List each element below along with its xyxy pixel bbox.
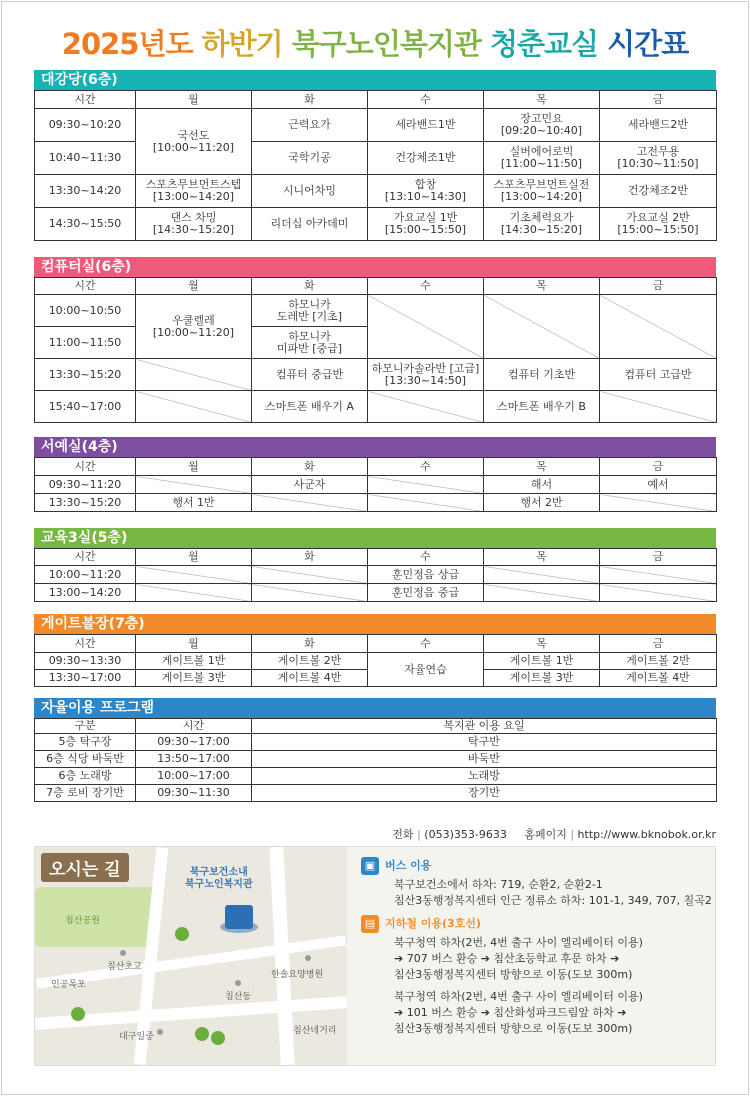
col-fri: 금 [600,635,717,653]
phone-label: 전화 [392,828,414,841]
class-cell [484,109,600,142]
table-header-row [35,549,717,566]
table-row [35,359,717,391]
table-header-row [35,458,717,476]
bus-icon: ▣ [361,857,379,875]
class-name: 기초체력요가 [509,211,574,224]
class-cell: 게이트볼 2반 [600,653,717,670]
dong-label: 침산동 [225,992,252,1002]
location-dot [305,955,311,961]
empty-cell [600,295,717,359]
class-cell: 훈민정음 상급 [368,566,484,584]
col-thu: 목 [484,91,600,109]
class-time: [09:20~10:40] [500,124,583,137]
table-header-row [35,719,717,734]
class-cell [136,175,252,208]
table-row [35,751,717,768]
class-cell: 세라밴드2반 [600,109,717,142]
col-time: 시간 [35,278,136,295]
time-cell: 10:00~11:20 [35,566,136,584]
class-name: 하모니카솔라반 [고급] [371,361,480,375]
time-cell: 11:00~11:50 [35,327,136,359]
class-level: 도레반 [기초] [276,309,343,323]
bus-line: 침산3동행정복지센터 인근 정류소 하차: 101-1, 349, 707, 칠곡2 [394,894,712,907]
col-wed: 수 [368,635,484,653]
col-wed: 수 [368,91,484,109]
col-wed: 수 [368,458,484,476]
separator: | [570,828,575,841]
class-cell: 리더십 아카데미 [252,208,368,241]
table-row [35,295,717,327]
bus-label: 버스 이용 [385,859,432,872]
empty-cell [252,494,368,512]
subway-icon: ▤ [361,915,379,933]
time-cell: 09:30~13:30 [35,653,136,670]
table-row [35,391,717,423]
class-time: [14:30~15:20] [152,223,235,236]
section-title: 자율이용 프로그램 [34,698,716,718]
category-cell: 5층 탁구장 [35,734,136,751]
category-cell: 6층 식당 바둑반 [35,751,136,768]
col-tue: 화 [252,549,368,566]
location-dot [235,980,241,986]
class-cell: 게이트볼 1반 [136,653,252,670]
class-name: 장고민요 [520,112,563,125]
class-time: [13:10~14:30] [384,190,467,203]
location-map [35,847,347,1065]
table-row [35,208,717,241]
facility-label [185,867,253,891]
subway-line: ➔ 707 버스 환승 ➔ 침산초등학교 후문 하차 ➔ [394,952,620,965]
park-label: 침산공원 [65,916,100,926]
col-time: 시간 [35,635,136,653]
homepage-link[interactable]: http://www.bknobok.or.kr [577,828,716,841]
phone-number[interactable]: (053)353-9633 [424,828,507,841]
class-cell [368,175,484,208]
section-gateball-court [34,614,716,687]
class-cell [484,142,600,175]
schedule-table [34,634,717,687]
class-cell: 게이트볼 2반 [252,653,368,670]
table-row [35,175,717,208]
class-name: 가요교실 2반 [626,211,690,224]
empty-cell [136,391,252,423]
col-wed: 수 [368,278,484,295]
col-wed: 수 [368,549,484,566]
col-time: 시간 [35,458,136,476]
schedule-table [34,90,717,241]
subway-line: ➔ 101 버스 환승 ➔ 침산화성파크드림앞 하차 ➔ [394,1006,627,1019]
table-header-row [35,635,717,653]
section-title: 대강당(6층) [34,70,716,90]
empty-cell [600,494,717,512]
facility-line1: 북구보건소내 [189,867,248,878]
section-title: 컴퓨터실(6층) [34,257,716,277]
empty-cell [368,391,484,423]
free-use-table [34,718,717,802]
class-name: 스포츠무브먼트스텝 [145,178,242,191]
class-name: 실버에어로빅 [509,145,574,158]
section-calligraphy-room [34,437,716,512]
time-cell: 15:40~17:00 [35,391,136,423]
empty-cell [252,566,368,584]
empty-cell [600,566,717,584]
title-schedule: 시간표 [607,27,689,61]
section-title: 게이트볼장(7층) [34,614,716,634]
class-cell: 국학기공 [252,142,368,175]
empty-cell [252,584,368,602]
tree-icon [211,1031,225,1045]
class-cell: 사군자 [252,476,368,494]
empty-cell [600,391,717,423]
class-name: 가요교실 1반 [393,211,458,224]
empty-cell [136,476,252,494]
category-cell: 6층 노래방 [35,768,136,785]
class-cell [368,359,484,391]
program-cell: 장기반 [252,785,717,802]
class-cell: 세라밴드1반 [368,109,484,142]
section-title: 서예실(4층) [34,437,716,457]
time-cell: 10:00~10:50 [35,295,136,327]
col-time: 시간 [35,549,136,566]
col-time: 시간 [136,719,252,734]
table-row [35,653,717,670]
table-header-row [35,91,717,109]
facility-building-icon [225,905,253,929]
subway-label: 지하철 이용(3호선) [385,917,481,930]
class-cell: 예서 [600,476,717,494]
empty-cell [136,359,252,391]
empty-cell [368,494,484,512]
time-cell: 13:30~15:20 [35,494,136,512]
empty-cell [484,295,600,359]
class-cell: 게이트볼 4반 [252,670,368,687]
class-cell: 게이트볼 4반 [600,670,717,687]
location-dot [120,950,126,956]
class-time: [13:00~14:20] [500,190,583,203]
road [269,847,294,1065]
class-cell: 행서 2반 [484,494,600,512]
class-level: 미파반 [중급] [276,341,343,355]
class-time: [15:00~15:50] [617,223,699,236]
col-mon: 월 [136,635,252,653]
class-cell: 게이트볼 3반 [484,670,600,687]
class-time: [11:00~11:50] [500,157,583,170]
col-mon: 월 [136,91,252,109]
col-mon: 월 [136,458,252,476]
time-cell: 13:00~14:20 [35,584,136,602]
class-name: 스포츠무브먼트실전 [493,178,590,191]
tree-icon [195,1027,209,1041]
time-cell: 10:00~17:00 [136,768,252,785]
col-days: 복지관 이용 요일 [252,719,717,734]
class-cell [484,208,600,241]
separator: | [417,828,421,841]
class-cell: 스마트폰 배우기 A [252,391,368,423]
time-cell: 09:30~17:00 [136,734,252,751]
time-cell: 13:30~15:20 [35,359,136,391]
subway-heading [361,915,711,933]
class-cell: 시니어차밍 [252,175,368,208]
time-cell: 13:30~14:20 [35,175,136,208]
col-fri: 금 [600,458,717,476]
class-name: 국선도 [177,128,210,142]
class-cell: 스마트폰 배우기 B [484,391,600,423]
time-cell: 10:40~11:30 [35,142,136,175]
class-cell: 건강체조2반 [600,175,717,208]
class-time: [13:30~14:50] [384,373,467,387]
subway-line: 침산3동행정복지센터 방향으로 이동(도보 300m) [394,1022,633,1035]
table-row [35,785,717,802]
class-cell: 해서 [484,476,600,494]
facility-line2: 북구노인복지관 [185,879,253,890]
class-cell [252,295,368,327]
col-fri: 금 [600,278,717,295]
waterfall-label: 인공폭포 [51,980,86,990]
class-name: 하모니카 [288,297,331,311]
class-time: [10:00~11:20] [152,325,235,339]
title-class: 청춘교실 [490,27,599,61]
time-cell: 09:30~11:30 [136,785,252,802]
homepage-label: 홈페이지 [524,828,567,841]
class-cell [136,295,252,359]
class-name: 우쿨렐레 [172,313,215,327]
col-tue: 화 [252,635,368,653]
section-free-use-programs [34,698,716,802]
contact-info [360,826,716,842]
time-cell: 14:30~15:50 [35,208,136,241]
table-row [35,566,717,584]
empty-cell [136,584,252,602]
crossroad-label: 침산네거리 [293,1026,337,1036]
empty-cell [600,584,717,602]
class-cell [600,208,717,241]
page-title [0,22,750,63]
class-cell: 컴퓨터 고급반 [600,359,717,391]
section-auditorium [34,70,716,241]
class-cell: 행서 1반 [136,494,252,512]
section-computer-room [34,257,716,423]
empty-cell [368,476,484,494]
col-category: 구분 [35,719,136,734]
class-cell [136,109,252,175]
table-header-row [35,278,717,295]
empty-cell [484,566,600,584]
class-cell: 게이트볼 3반 [136,670,252,687]
transport-directions [361,857,711,1037]
class-name: 댄스 차밍 [170,211,217,224]
schedule-table [34,548,717,602]
class-cell [136,208,252,241]
col-thu: 목 [484,278,600,295]
time-cell: 09:30~11:20 [35,476,136,494]
table-row [35,734,717,751]
col-time: 시간 [35,91,136,109]
hospital-label: 한솔요양병원 [271,970,324,980]
directions-title: 오시는 길 [41,853,129,882]
title-half: 하반기 [201,27,283,61]
class-time: [15:00~15:50] [384,223,467,236]
col-mon: 월 [136,278,252,295]
class-time: [13:00~14:20] [152,190,235,203]
class-cell [368,208,484,241]
col-fri: 금 [600,549,717,566]
schedule-table [34,457,717,512]
table-row [35,494,717,512]
class-cell [252,327,368,359]
schedule-table [34,277,717,423]
directions-box [34,846,716,1066]
col-thu: 목 [484,635,600,653]
category-cell: 7층 로비 장기반 [35,785,136,802]
section-title: 교육3실(5층) [34,528,716,548]
class-cell: 자율연습 [368,653,484,687]
time-cell: 13:50~17:00 [136,751,252,768]
program-cell: 노래방 [252,768,717,785]
table-row [35,476,717,494]
col-thu: 목 [484,458,600,476]
empty-cell [368,295,484,359]
class-cell: 건강체조1반 [368,142,484,175]
class-cell [600,142,717,175]
table-row [35,584,717,602]
col-tue: 화 [252,278,368,295]
middle-school-label: 대구일중 [119,1032,154,1042]
empty-cell [484,584,600,602]
section-classroom-3 [34,528,716,602]
class-cell: 훈민정음 중급 [368,584,484,602]
class-time: [10:30~11:50] [617,157,699,170]
col-mon: 월 [136,549,252,566]
class-cell: 컴퓨터 기초반 [484,359,600,391]
subway-line: 침산3동행정복지센터 방향으로 이동(도보 300m) [394,968,633,981]
school-label: 침산초교 [107,962,142,972]
col-thu: 목 [484,549,600,566]
subway-line: 북구청역 하차(2번, 4번 출구 사이 엘리베이터 이용) [394,990,643,1003]
class-cell: 컴퓨터 중급반 [252,359,368,391]
title-year: 2025년도 [61,27,193,61]
col-tue: 화 [252,458,368,476]
class-cell [484,175,600,208]
class-name: 합창 [414,178,437,191]
tree-icon [71,1007,85,1021]
col-tue: 화 [252,91,368,109]
program-cell: 탁구반 [252,734,717,751]
tree-icon [175,927,189,941]
class-time: [14:30~15:20] [500,223,583,236]
empty-cell [136,566,252,584]
bus-line: 북구보건소에서 하차: 719, 순환2, 순환2-1 [394,878,603,891]
col-fri: 금 [600,91,717,109]
program-cell: 바둑반 [252,751,717,768]
table-row [35,109,717,142]
table-row [35,768,717,785]
time-cell: 09:30~10:20 [35,109,136,142]
class-name: 고전무용 [636,145,680,158]
location-dot [157,1029,163,1035]
class-cell: 근력요가 [252,109,368,142]
class-name: 하모니카 [288,329,331,343]
time-cell: 13:30~17:00 [35,670,136,687]
class-time: [10:00~11:20] [152,140,235,154]
subway-line: 북구청역 하차(2번, 4번 출구 사이 엘리베이터 이용) [394,936,643,949]
bus-heading [361,857,711,875]
class-cell: 게이트볼 1반 [484,653,600,670]
title-org: 북구노인복지관 [291,27,481,61]
